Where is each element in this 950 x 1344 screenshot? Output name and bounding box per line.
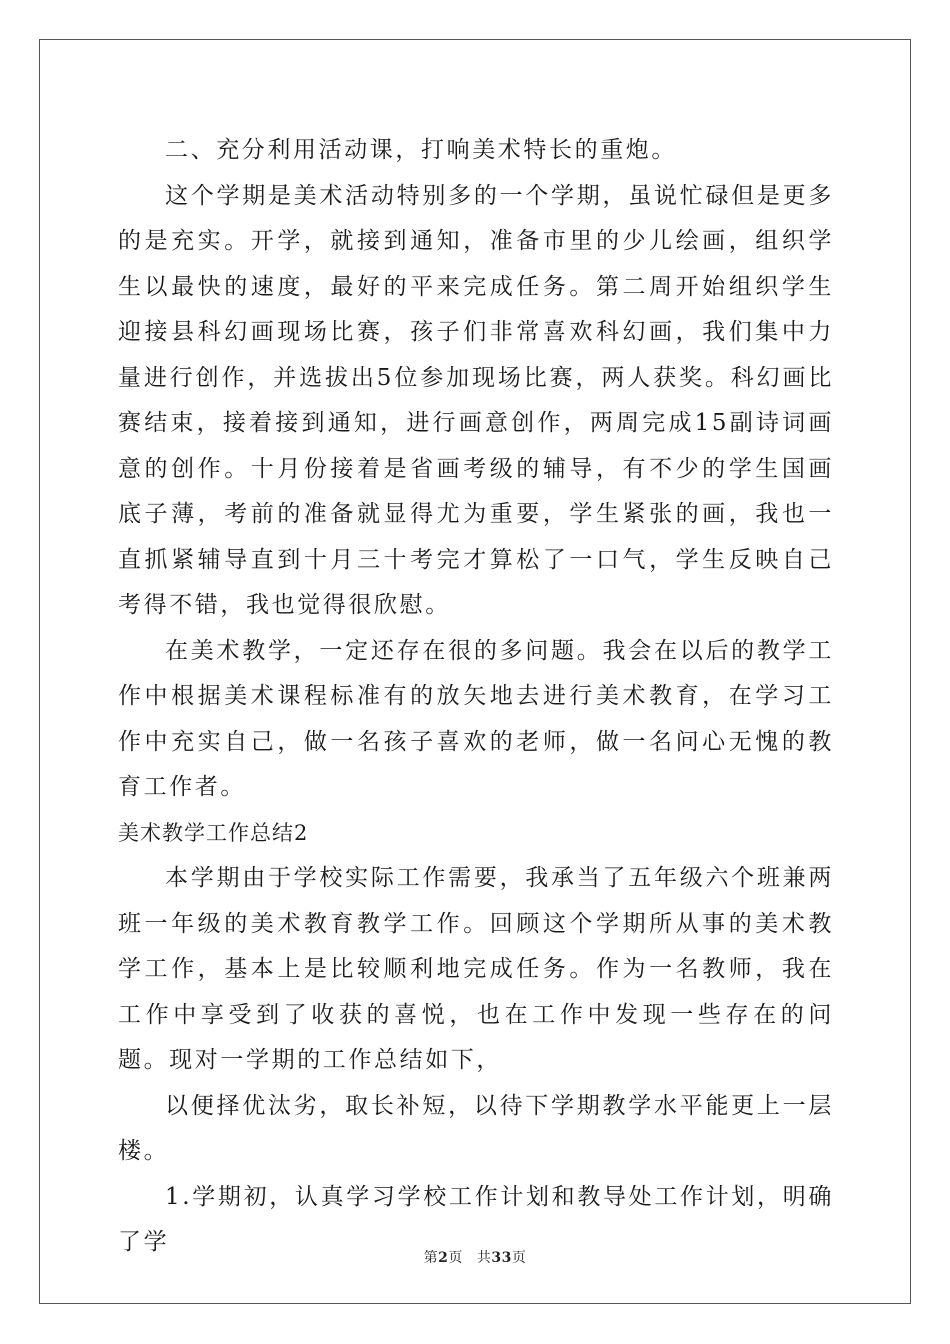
footer-total-pages: 33 [491, 1250, 512, 1266]
paragraph-conclusion: 在美术教学，一定还存在很的多问题。我会在以后的教学工作中根据美术课程标准有的放矢地去进行美术教育，在学习工作中充实自己，做一名孩子喜欢的老师，做一名问心无愧的教育工作者。 [118, 637, 834, 800]
paragraph-activities: 这个学期是美术活动特别多的一个学期，虽说忙碌但是更多的是充实。开学，就接到通知，准备市里的少儿绘画，组织学生以最快的速度，最好的平来完成任务。第二周开始组织学生迎接县科幻画现场比赛，孩子们非常喜欢科幻画，我们集中力量进行创作，并选拔出5位参加现场比赛，两人获奖。科幻画比赛结束，接着接到通知，进行画意创作，两周完成15副诗词画意的创作。十月份接着是省画考级的辅导，有不少的学生国画底子薄，考前的准备就显得尤为重要，学生紧张的画，我也一直抓紧辅导直到十月三十考完才算松了一口气，学生反映自己考得不错，我也觉得很欣慰。 [118, 182, 834, 618]
paragraph-purpose: 以便择优汰劣，取长补短，以待下学期教学水平能更上一层楼。 [118, 1092, 834, 1164]
footer-page-number: 2 [438, 1250, 449, 1266]
footer-total-prefix: 共 [476, 1250, 492, 1266]
section-title: 美术教学工作总结2 [118, 820, 309, 845]
page-footer [0, 1247, 950, 1267]
footer-page-prefix: 第 [423, 1250, 439, 1266]
paragraph-item-1: 1.学期初，认真学习学校工作计划和教导处工作计划，明确了学 [118, 1183, 834, 1255]
footer-page-suffix: 页 [448, 1250, 463, 1266]
footer-total-suffix: 页 [511, 1250, 527, 1266]
paragraph-intro: 本学期由于学校实际工作需要，我承当了五年级六个班兼两班一年级的美术教育教学工作。回顾这个学期所从事的美术教学工作，基本上是比较顺利地完成任务。作为一名教师，我在工作中享受到了收获的喜悦，也在工作中发现一些存在的问题。现对一学期的工作总结如下， [118, 865, 834, 1073]
document-body [118, 128, 834, 1266]
paragraph-section-heading: 二、充分利用活动课，打响美术特长的重炮。 [165, 137, 677, 163]
